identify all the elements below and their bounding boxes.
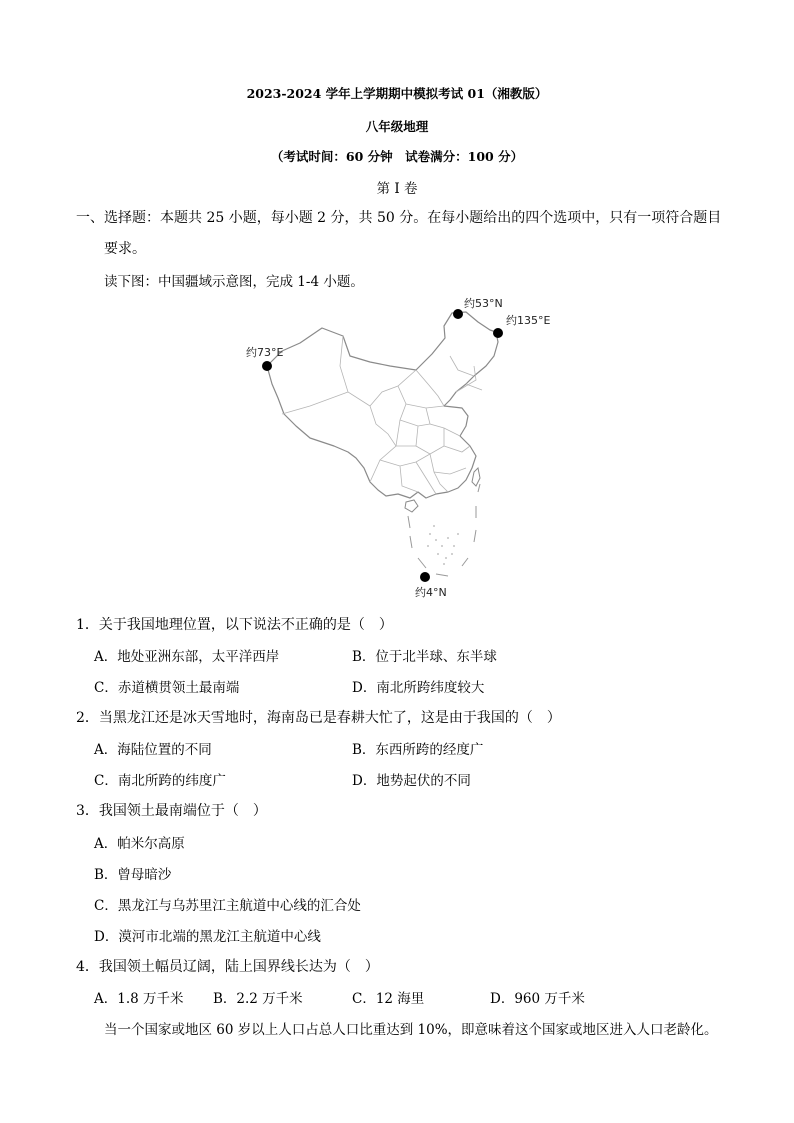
question-number: 1． [76,617,99,633]
question-number: 4． [76,959,99,975]
question-4-option-b: B．2.2 万千米 [213,991,303,1007]
south-sea-islands [427,525,459,565]
south-point-marker [420,572,430,582]
china-outline [267,312,498,498]
taiwan-island [472,468,480,486]
question-4-option-d: D．960 万千米 [490,991,585,1007]
question-text: 关于我国地理位置，以下说法不正确的是（ ） [98,617,393,633]
west-point-label: 约73°E [246,346,284,359]
passage-text: 当一个国家或地区 60 岁以上人口占总人口比重达到 10%，即意味着这个国家或地区进入人口老龄化。 [104,1022,718,1038]
china-territory-map [230,296,560,602]
section-instruction-line1: 一、选择题：本题共 25 小题，每小题 2 分，共 50 分。在每小题给出的四个选项中，只有一项符合题目 [76,210,722,226]
question-4-option-a: A．1.8 万千米 [94,991,184,1007]
section-instruction-line2: 要求。 [104,241,146,257]
question-1-option-d: D．南北所跨纬度较大 [352,680,485,696]
question-1-stem [76,614,393,634]
question-3-option-a: A．帕米尔高原 [94,836,185,852]
map-intro: 读下图：中国疆域示意图，完成 1-4 小题。 [104,274,364,290]
question-4-option-c: C．12 海里 [352,991,425,1007]
question-2-option-d: D．地势起伏的不同 [352,773,471,789]
question-2-option-b: B．东西所跨的经度广 [352,742,484,758]
question-2-option-c: C．南北所跨的纬度广 [94,773,226,789]
exam-title: 2023-2024 学年上学期期中模拟考试 01（湘教版） [246,86,548,101]
question-4-stem [76,956,379,976]
china-map-svg [230,296,560,602]
south-sea-dash-line [408,484,480,576]
north-point-label: 约53°N [464,297,503,310]
question-3-option-b: B．曾母暗沙 [94,867,172,883]
question-3-option-d: D．漠河市北端的黑龙江主航道中心线 [94,929,321,945]
north-point-marker [453,309,463,319]
question-number: 2． [76,710,99,726]
question-text: 我国领土幅员辽阔，陆上国界线长达为（ ） [98,959,379,975]
question-1-option-a: A．地处亚洲东部，太平洋西岸 [94,649,280,665]
hainan-island [405,500,418,512]
volume-label: 第 I 卷 [376,181,418,197]
question-2-option-a: A．海陆位置的不同 [94,742,212,758]
question-text: 当黑龙江还是冰天雪地时，海南岛已是春耕大忙了，这是由于我国的（ ） [98,710,561,726]
question-3-stem [76,800,267,820]
exam-info: （考试时间：60 分钟 试卷满分：100 分） [270,149,524,164]
grade-subject: 八年级地理 [365,119,429,134]
question-1-option-b: B．位于北半球、东半球 [352,649,497,665]
east-point-marker [493,328,503,338]
question-1-option-c: C．赤道横贯领土最南端 [94,680,240,696]
question-number: 3． [76,803,99,819]
east-point-label: 约135°E [506,314,551,327]
question-3-option-c: C．黑龙江与乌苏里江主航道中心线的汇合处 [94,898,361,914]
question-text: 我国领土最南端位于（ ） [98,803,267,819]
south-point-label: 约4°N [415,586,447,599]
province-boundaries [282,336,482,494]
question-2-stem [76,707,561,727]
west-point-marker [262,361,272,371]
